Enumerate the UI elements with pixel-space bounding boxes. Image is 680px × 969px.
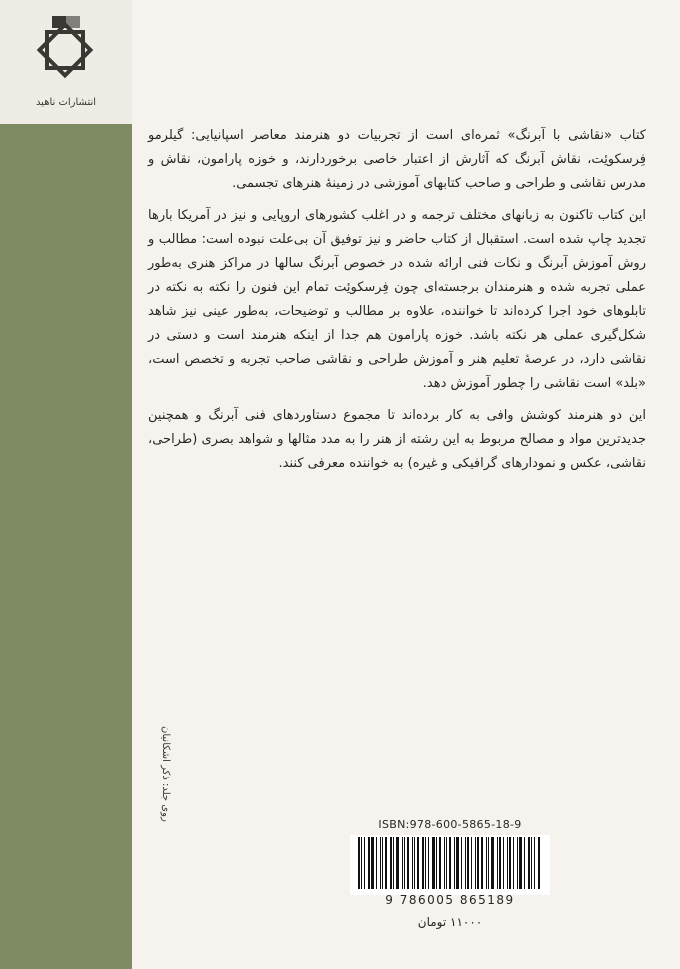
barcode-bar <box>528 837 530 889</box>
barcode-bar <box>477 837 479 889</box>
barcode-bar <box>499 837 501 889</box>
barcode-bar <box>425 837 426 889</box>
barcode-bar <box>456 837 459 889</box>
barcode-bar <box>407 837 409 889</box>
barcode-bar <box>465 837 466 889</box>
back-cover-text <box>148 124 646 484</box>
barcode-bar <box>538 837 540 889</box>
isbn-digits: 9 786005 865189 <box>385 893 515 907</box>
barcode-bar <box>467 837 469 889</box>
barcode-bar <box>382 837 383 889</box>
barcode-bar <box>371 837 374 889</box>
barcode-bar <box>376 837 377 889</box>
barcode-bar <box>513 837 514 889</box>
barcode-bar <box>368 837 370 889</box>
barcode-bar <box>509 837 511 889</box>
barcode-bar <box>393 837 394 889</box>
barcode-bar <box>534 837 535 889</box>
barcode-bar <box>417 837 419 889</box>
barcode-bar <box>412 837 413 889</box>
barcode-bar <box>481 837 483 889</box>
paragraph-1: کتاب «نقاشی با آبرنگ» ثمره‌ای است از تجربیات دو هنرمند معاصر اسپانیایی: گیلرمو فِرسکوئِت، نقاش آبرنگ که آثارش از اعتبار خاصی برخوردارند، و خوزه پارامون، نقاش و مدرس نقاشی و طراحی و صاحب کتابهای آموزشی در زمینهٔ هنرهای تجسمی. <box>148 128 646 191</box>
barcode-bar <box>390 837 392 889</box>
paragraph-2: این کتاب تاکنون به زبانهای مختلف ترجمه و در اغلب کشورهای اروپایی و نیز در آمریکا بارها تجدید چاپ شده است. استقبال از کتاب حاضر و نیز توفیق آن بی‌علت نبوده است: مطالب و روش آموزش آبرنگ و نکات فنی ارائه شده در خصوص آبرنگ سالها در مراکز هنری به‌طور عملی تجربه شده و هنرمندان برجسته‌ای چون فِرسکوئِت تمام این فنون را نکته به نکته در تابلوهای خود اجرا کرده‌اند تا خواننده، علاوه بر مطالب و توضیحات، به‌طور عینی نیز شاهد شکل‌گیری عملی هر نکته باشد. خوزه پارامون هم جدا از اینکه هنرمند است و دستی در نقاشی دارد، در عرصهٔ تعلیم هنر و آموزش طراحی و نقاشی صاحب تجربه و تخصص است، «بلد» است نقاشی را چطور آموزش دهد. <box>148 208 646 391</box>
barcode-bar <box>428 837 429 889</box>
barcode-bar <box>380 837 381 889</box>
barcode-bar <box>385 837 387 889</box>
spine-band <box>0 0 132 969</box>
isbn-label: ISBN:978-600-5865-18-9 <box>378 818 522 831</box>
cover-credit: روی جلد: ذکر اشکانیان <box>160 726 171 822</box>
barcode-bar <box>486 837 487 889</box>
barcode-bar <box>422 837 424 889</box>
eight-point-star-icon <box>30 12 100 86</box>
barcode-bar <box>396 837 399 889</box>
barcode-bar <box>461 837 462 889</box>
barcode-bar <box>402 837 403 889</box>
barcode-bar <box>436 837 437 889</box>
publisher-name: انتشارات ناهید <box>35 97 97 108</box>
barcode-bar <box>454 837 455 889</box>
barcode-block <box>350 818 550 929</box>
barcode-bar <box>439 837 441 889</box>
barcode-bar <box>503 837 504 889</box>
barcode-bar <box>491 837 494 889</box>
barcode-bar <box>517 837 518 889</box>
publisher-logo-box <box>0 0 132 124</box>
barcode-bar <box>432 837 435 889</box>
barcode <box>350 835 550 895</box>
barcode-bar <box>361 837 362 889</box>
barcode-bar <box>444 837 445 889</box>
barcode-bar <box>358 837 360 889</box>
barcode-bar <box>471 837 472 889</box>
barcode-bar <box>475 837 476 889</box>
barcode-bar <box>531 837 532 889</box>
barcode-bar <box>519 837 522 889</box>
barcode-bar <box>449 837 451 889</box>
barcode-bar <box>488 837 489 889</box>
barcode-bar <box>404 837 405 889</box>
price: ۱۱۰۰۰ تومان <box>417 915 483 929</box>
barcode-bar <box>446 837 447 889</box>
barcode-bar <box>524 837 525 889</box>
barcode-bar <box>507 837 508 889</box>
barcode-bar <box>364 837 365 889</box>
barcode-bar <box>497 837 498 889</box>
paragraph-3: این دو هنرمند کوشش وافی به کار برده‌اند تا مجموع دستاوردهای فنی آبرنگ و همچنین جدیدترین مواد و مصالح مربوط به این رشته از هنر را به مدد مثالها و شواهد بصری (طراحی، نقاشی، عکس و نمودارهای گرافیکی و غیره) به خواننده معرفی کنند. <box>148 408 646 471</box>
barcode-bar <box>414 837 415 889</box>
